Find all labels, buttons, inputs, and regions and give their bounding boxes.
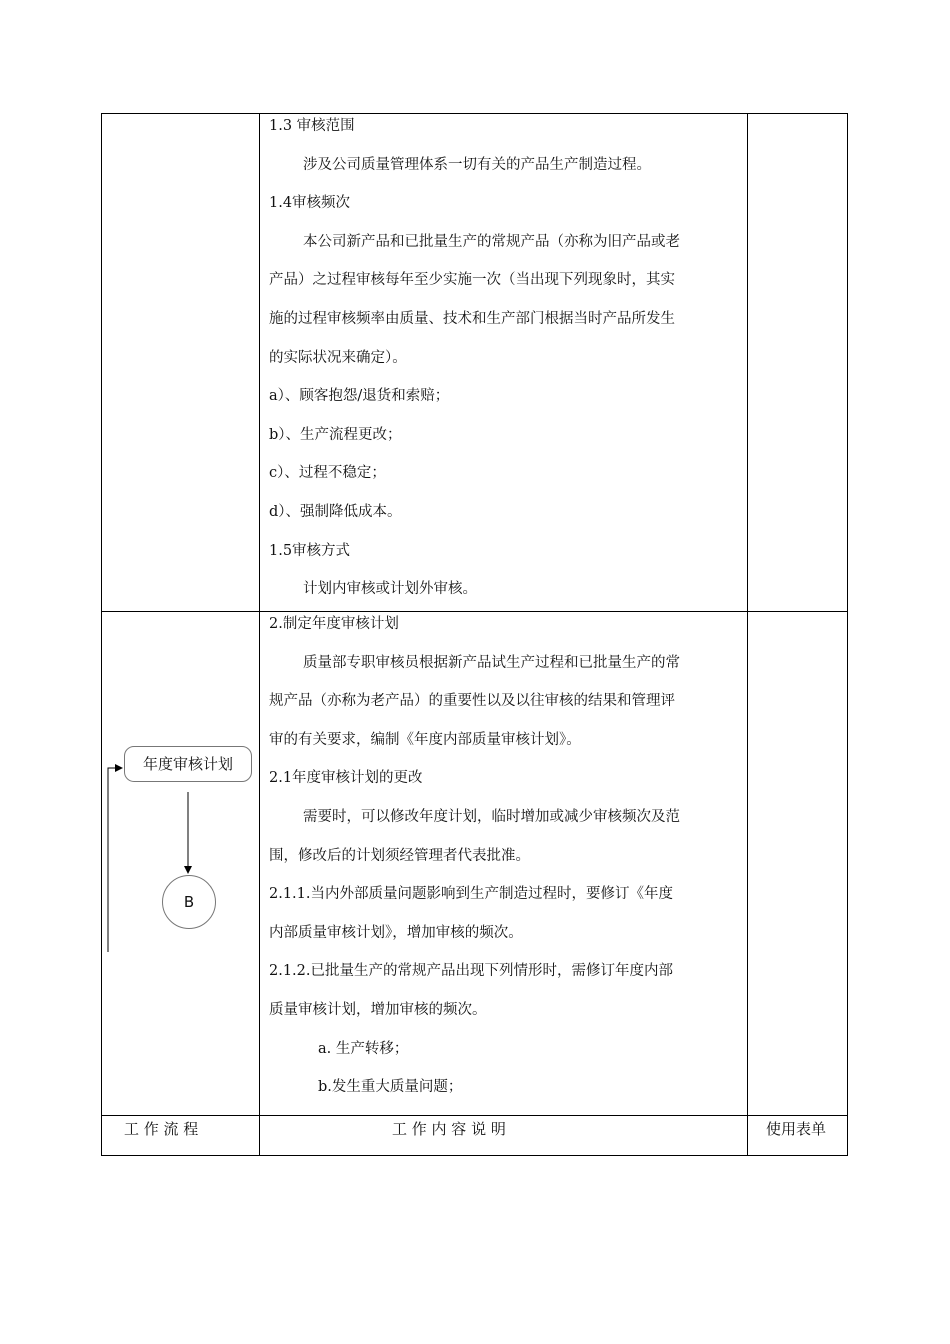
footer-forms-header: 使用表单 [766,1120,827,1138]
content-line: 产品）之过程审核每年至少实施一次（当出现下列现象时，其实 [269,272,675,289]
content-line: 需要时，可以修改年度计划，临时增加或减少审核频次及范 [303,809,680,825]
flow-step-annual-plan: 年度审核计划 [124,746,252,782]
process-table [101,113,848,1156]
content-line: b.发生重大质量问题； [318,1079,463,1096]
content-line: 2.1.1.当内外部质量问题影响到生产制造过程时，要修订《年度 [269,886,674,903]
content-line: 的实际状况来确定）。 [269,349,407,366]
content-line: 质量审核计划，增加审核的频次。 [269,1002,487,1018]
content-line: c）、过程不稳定； [269,465,386,482]
content-line: b）、生产流程更改； [269,426,402,443]
content-line: 施的过程审核频率由质量、技术和生产部门根据当时产品所发生 [269,311,675,327]
flow-loop-back-line [108,768,122,952]
flow-connector-b: B [162,875,216,929]
content-line: 规产品（亦称为老产品）的重要性以及以往审核的结果和管理评 [269,693,675,710]
content-line: 2.制定年度审核计划 [269,616,399,632]
content-line: 1.4审核频次 [269,195,351,212]
content-line: 围，修改后的计划须经管理者代表批准。 [269,847,530,864]
content-line: a. 生产转移； [318,1040,409,1057]
footer-flow-header: 工 作 流 程 [124,1120,199,1138]
content-line: 1.5审核方式 [269,542,351,559]
content-line: 质量部专职审核员根据新产品试生产过程和已批量生产的常 [303,654,680,671]
content-line: 涉及公司质量管理体系一切有关的产品生产制造过程。 [303,156,651,173]
content-line: 2.1.2.已批量生产的常规产品出现下列情形时，需修订年度内部 [269,963,674,980]
content-line: 本公司新产品和已批量生产的常规产品（亦称为旧产品或老 [303,233,680,250]
content-line: 1.3 审核范围 [269,118,355,134]
footer-content-header: 工 作 内 容 说 明 [392,1120,506,1138]
content-line: 审的有关要求，编制《年度内部质量审核计划》。 [269,731,581,748]
column-divider-forms [747,114,748,1155]
content-line: 计划内审核或计划外审核。 [303,581,477,598]
content-line: 2.1年度审核计划的更改 [269,770,423,787]
content-line: d）、强制降低成本。 [269,504,402,520]
flow-arrows [102,114,262,974]
content-line: 内部质量审核计划》，增加审核的频次。 [269,924,523,941]
content-line: a）、顾客抱怨/退货和索赔； [269,388,450,405]
